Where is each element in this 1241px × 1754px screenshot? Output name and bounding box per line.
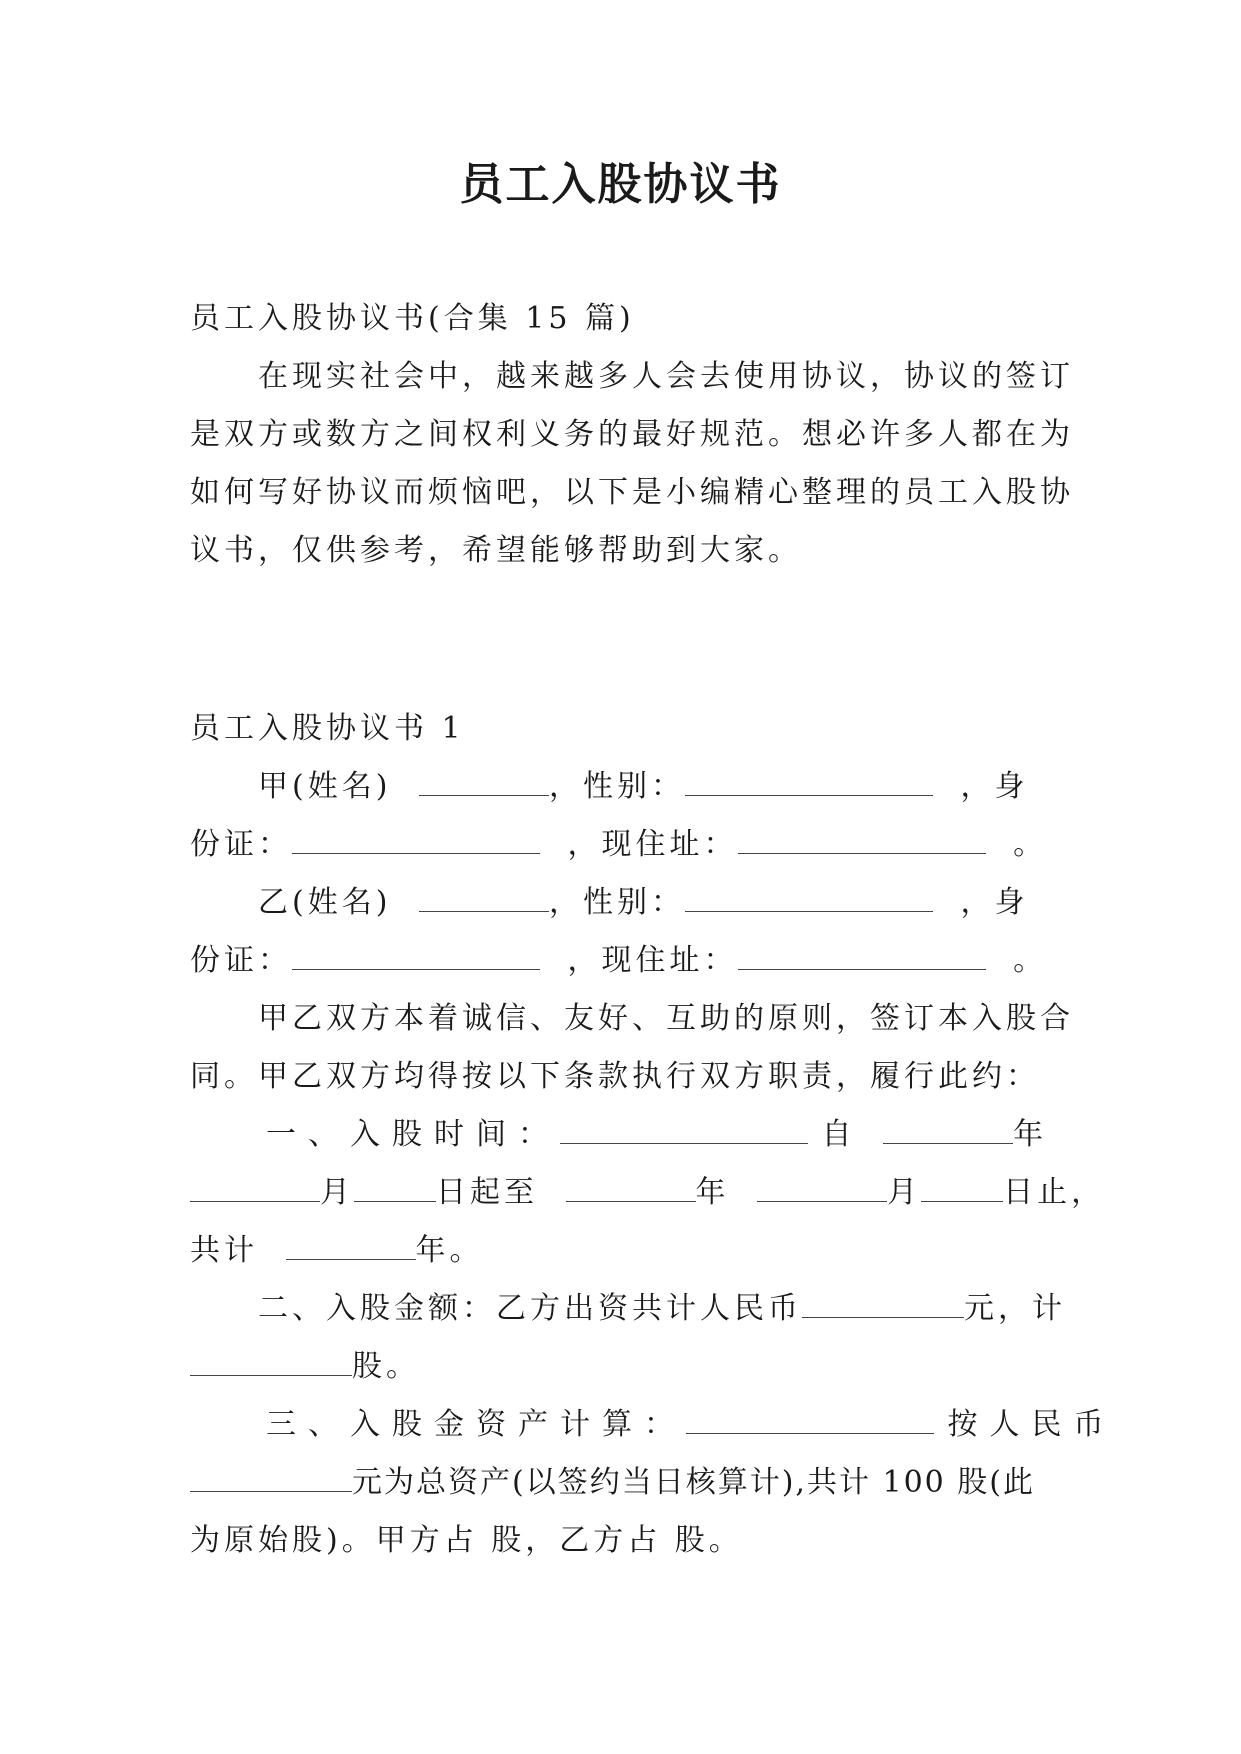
party-a-id-prefix: ，身 [960, 769, 1029, 804]
clause1-from: 自 [821, 1117, 856, 1152]
party-a-gender-label: ，性别： [548, 769, 685, 804]
clause2-text: 二、入股金额：乙方出资共计人民币 [258, 1291, 802, 1326]
clause2-amount-blank [802, 1287, 964, 1318]
party-b-id-blank [292, 939, 540, 970]
party-b-line-1 [190, 874, 1050, 932]
clause2-yuan: 元，计 [964, 1291, 1066, 1326]
clause1-start-blank [560, 1113, 808, 1144]
clause1-day-to: 日止， [1003, 1175, 1106, 1210]
party-b-address-label: ，现住址： [567, 943, 738, 978]
party-b-gender-blank [685, 881, 933, 912]
clause1-line-3 [190, 1222, 1050, 1280]
intro-line-1: 在现实社会中，越来越多人会去使用协议，协议的签订 [258, 359, 1074, 394]
clause2-line-2 [190, 1338, 1050, 1396]
clause1-years: 年。 [415, 1233, 484, 1268]
collection-heading: 员工入股协议书(合集 15 篇) [190, 301, 635, 336]
clause3-line-3: 为原始股)。甲方占 股，乙方占 股。 [190, 1523, 743, 1558]
clause3-assets-blank [686, 1403, 934, 1434]
clause3-total-blank [190, 1461, 352, 1492]
clause1-day-blank [354, 1171, 436, 1202]
party-b-gender-label: ，性别： [548, 885, 685, 920]
clause1-total: 共计 [190, 1233, 258, 1268]
intro-line-2: 是双方或数方之间权利义务的最好规范。想必许多人都在为 [190, 417, 1074, 452]
document-body [190, 290, 1074, 580]
party-b-id-label: 份证： [190, 943, 292, 978]
party-a-gender-blank [685, 765, 933, 796]
party-b-name-label: 乙(姓名) [258, 885, 392, 920]
principle-line-1: 甲乙双方本着诚信、友好、互助的原则，签订本入股合 [258, 1001, 1074, 1036]
clause1-line-1 [190, 1106, 1050, 1164]
clause1-month2-blank [757, 1171, 887, 1202]
intro-line-4: 议书，仅供参考，希望能够帮助到大家。 [190, 533, 802, 568]
party-b-line-2 [190, 932, 1050, 990]
clause1-month-blank [190, 1171, 320, 1202]
clause1-year2-blank [566, 1171, 696, 1202]
party-b-address-blank [738, 939, 986, 970]
party-a-line-1 [190, 758, 1050, 816]
clause1-day2-blank [921, 1171, 1003, 1202]
intro-line-3: 如何写好协议而烦恼吧，以下是小编精心整理的员工入股协 [190, 475, 1074, 510]
section-heading: 员工入股协议书 1 [190, 711, 465, 746]
party-a-name-blank [419, 765, 549, 796]
principle-line-2: 同。甲乙双方均得按以下条款执行双方职责，履行此约： [190, 1059, 1040, 1094]
party-a-id-label: 份证： [190, 827, 292, 862]
party-a-address-blank [738, 823, 986, 854]
party-a-id-blank [292, 823, 540, 854]
clause2-line-1 [190, 1280, 1066, 1338]
clause1-year: 年 [1013, 1117, 1048, 1152]
clause2-shares: 股。 [352, 1349, 420, 1384]
clause3-rmb: 按人民币 [947, 1407, 1116, 1442]
clause1-total-blank [286, 1229, 416, 1260]
party-b-end: 。 [1013, 943, 1048, 978]
clause1-month2: 月 [887, 1175, 922, 1210]
clause1-year2: 年 [695, 1175, 730, 1210]
clause3-label: 三、入股金资产计算： [266, 1407, 686, 1442]
clause3-text: 元为总资产(以签约当日核算计),共计 100 股(此 [352, 1465, 1035, 1500]
clause2-shares-blank [190, 1345, 352, 1376]
party-a-address-label: ，现住址： [567, 827, 738, 862]
clause1-day-from: 日起至 [436, 1175, 538, 1210]
party-b-name-blank [419, 881, 549, 912]
clause1-line-2 [190, 1164, 1106, 1222]
document-title: 员工入股协议书 [459, 159, 782, 210]
clause1-month: 月 [320, 1175, 354, 1210]
clause1-year-blank [883, 1113, 1013, 1144]
agreement-section [190, 700, 1116, 1570]
party-a-end: 。 [1013, 827, 1048, 862]
party-b-id-prefix: ，身 [960, 885, 1029, 920]
clause3-line-2 [190, 1454, 1050, 1512]
party-a-line-2 [190, 816, 1050, 874]
clause3-line-1 [190, 1396, 1116, 1454]
clause1-label: 一、入股时间： [266, 1117, 560, 1152]
party-a-name-label: 甲(姓名) [258, 769, 392, 804]
